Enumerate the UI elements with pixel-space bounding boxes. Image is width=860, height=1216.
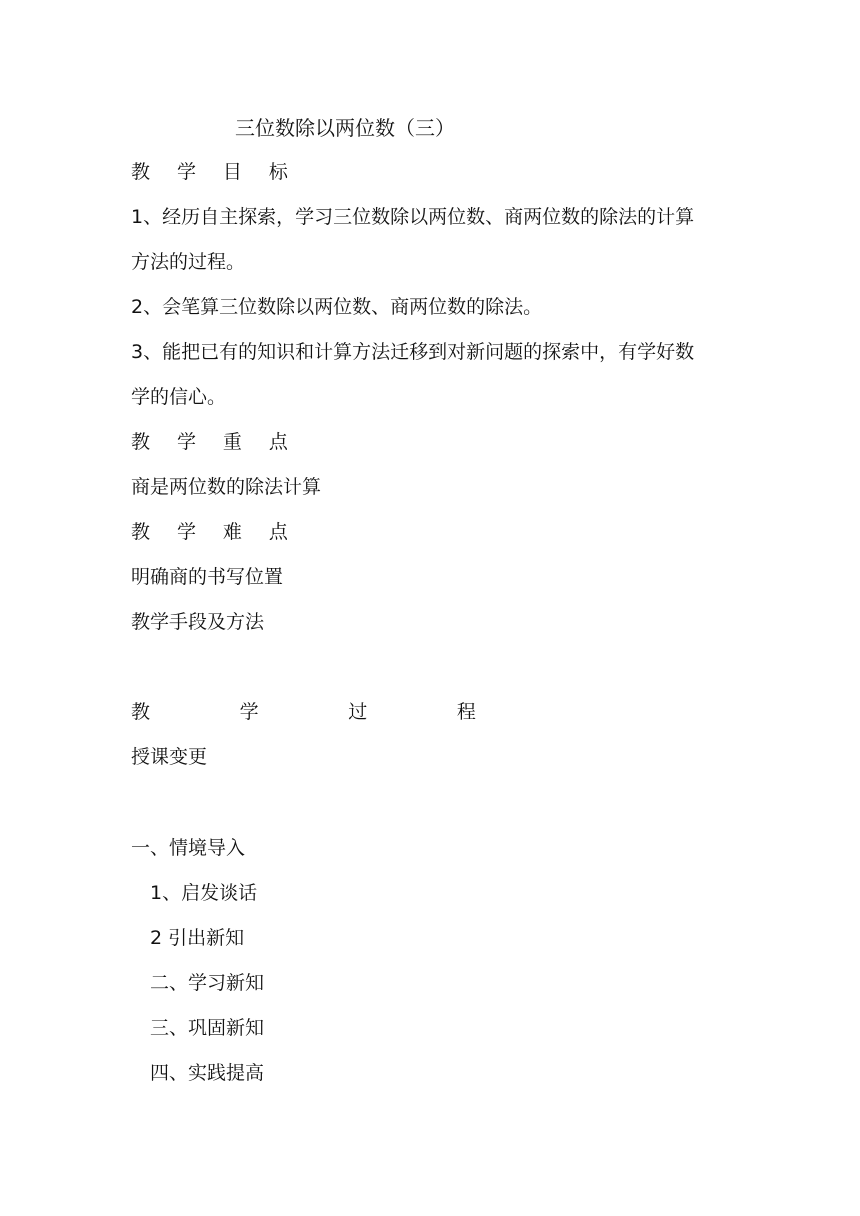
difficulty-text: 明确商的书写位置 — [131, 566, 284, 588]
objective-3-line-2: 学的信心。 — [131, 386, 227, 408]
section-3-heading: 三、巩固新知 — [150, 1017, 265, 1039]
section-1-item-2: 2 引出新知 — [150, 927, 245, 949]
process-heading: 教 学 过 程 — [131, 701, 518, 723]
objective-1-line-2: 方法的过程。 — [131, 251, 246, 273]
objective-3-line-1: 3、能把已有的知识和计算方法迁移到对新问题的探索中，有学好数 — [131, 341, 695, 363]
keypoint-heading: 教 学 重 点 — [131, 431, 299, 453]
objective-1-line-1: 1、经历自主探索，学习三位数除以两位数、商两位数的除法的计算 — [131, 206, 695, 228]
keypoint-text: 商是两位数的除法计算 — [131, 476, 322, 498]
section-1-item-1: 1、启发谈话 — [150, 882, 258, 904]
methods-heading: 教学手段及方法 — [131, 611, 265, 633]
difficulty-heading: 教 学 难 点 — [131, 521, 299, 543]
section-4-heading: 四、实践提高 — [150, 1062, 265, 1084]
section-1-heading: 一、情境导入 — [131, 837, 246, 859]
objective-2: 2、会笔算三位数除以两位数、商两位数的除法。 — [131, 296, 543, 318]
section-2-heading: 二、学习新知 — [150, 972, 265, 994]
document-title: 三位数除以两位数（三） — [235, 116, 455, 140]
objectives-heading: 教 学 目 标 — [131, 161, 299, 183]
changes-heading: 授课变更 — [131, 746, 208, 768]
